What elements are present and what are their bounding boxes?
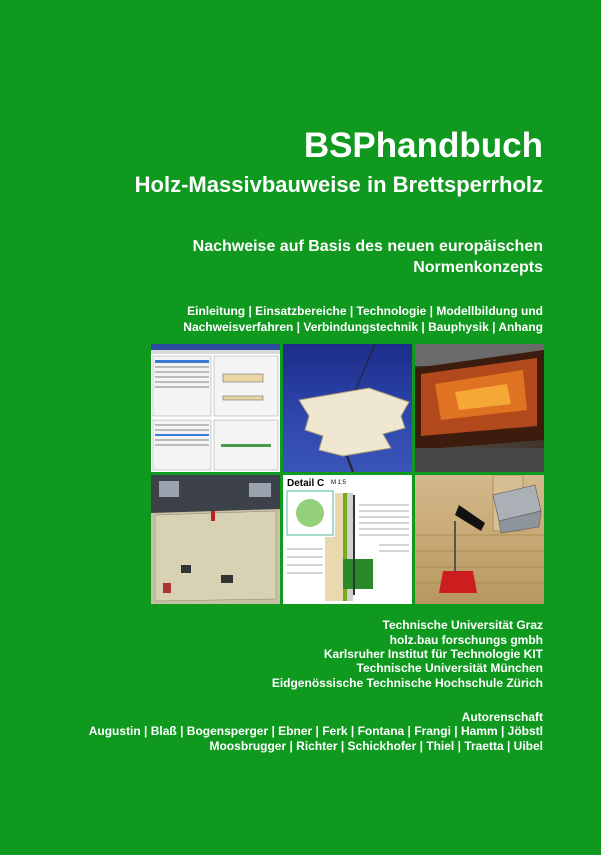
clt-panel-crane-image — [283, 344, 412, 472]
institution-name: Eidgenössische Technische Hochschule Zürich — [271, 676, 543, 690]
authors-line-1: Augustin | Blaß | Bogensperger | Ebner | Ferk | Fontana | Frangi | Hamm | Jöbstl — [88, 724, 543, 738]
angle-bracket-connection-image — [415, 475, 544, 604]
lab-panel-test-image — [151, 475, 280, 604]
lab-panel-test-graphic — [151, 475, 280, 604]
institution-name: Technische Universität Graz — [382, 618, 543, 632]
institution-name: holz.bau forschungs gmbh — [389, 633, 543, 647]
authors-heading: Autorenschaft — [461, 710, 543, 724]
authors-line-2: Moosbrugger | Richter | Schickhofer | Thiel | Traetta | Uibel — [209, 739, 543, 753]
construction-detail-drawing-image — [283, 475, 412, 604]
topics-line-1: Einleitung | Einsatzbereiche | Technologie | Modellbildung und — [187, 304, 543, 318]
description-line-2: Normenkonzepts — [413, 259, 543, 276]
fire-test-graphic — [415, 344, 544, 472]
detail-scale: M 1:5 — [331, 480, 347, 486]
topics-line-2: Nachweisverfahren | Verbindungstechnik | Bauphysik | Anhang — [183, 320, 543, 334]
software-screenshot-graphic — [151, 344, 280, 472]
detail-label: Detail C — [287, 478, 325, 489]
book-subtitle: Holz-Massivbauweise in Brettsperrholz — [134, 172, 543, 197]
detail-drawing-graphic — [283, 475, 412, 604]
angle-bracket-graphic — [415, 475, 544, 604]
institution-name: Karlsruher Institut für Technologie KIT — [323, 647, 543, 661]
description-line-1: Nachweise auf Basis des neuen europäischen — [192, 238, 543, 255]
book-title: BSPhandbuch — [303, 126, 543, 165]
institution-name: Technische Universität München — [356, 661, 543, 675]
software-screenshot-image — [151, 344, 280, 472]
fire-test-image — [415, 344, 544, 472]
clt-panel-crane-graphic — [283, 344, 412, 472]
